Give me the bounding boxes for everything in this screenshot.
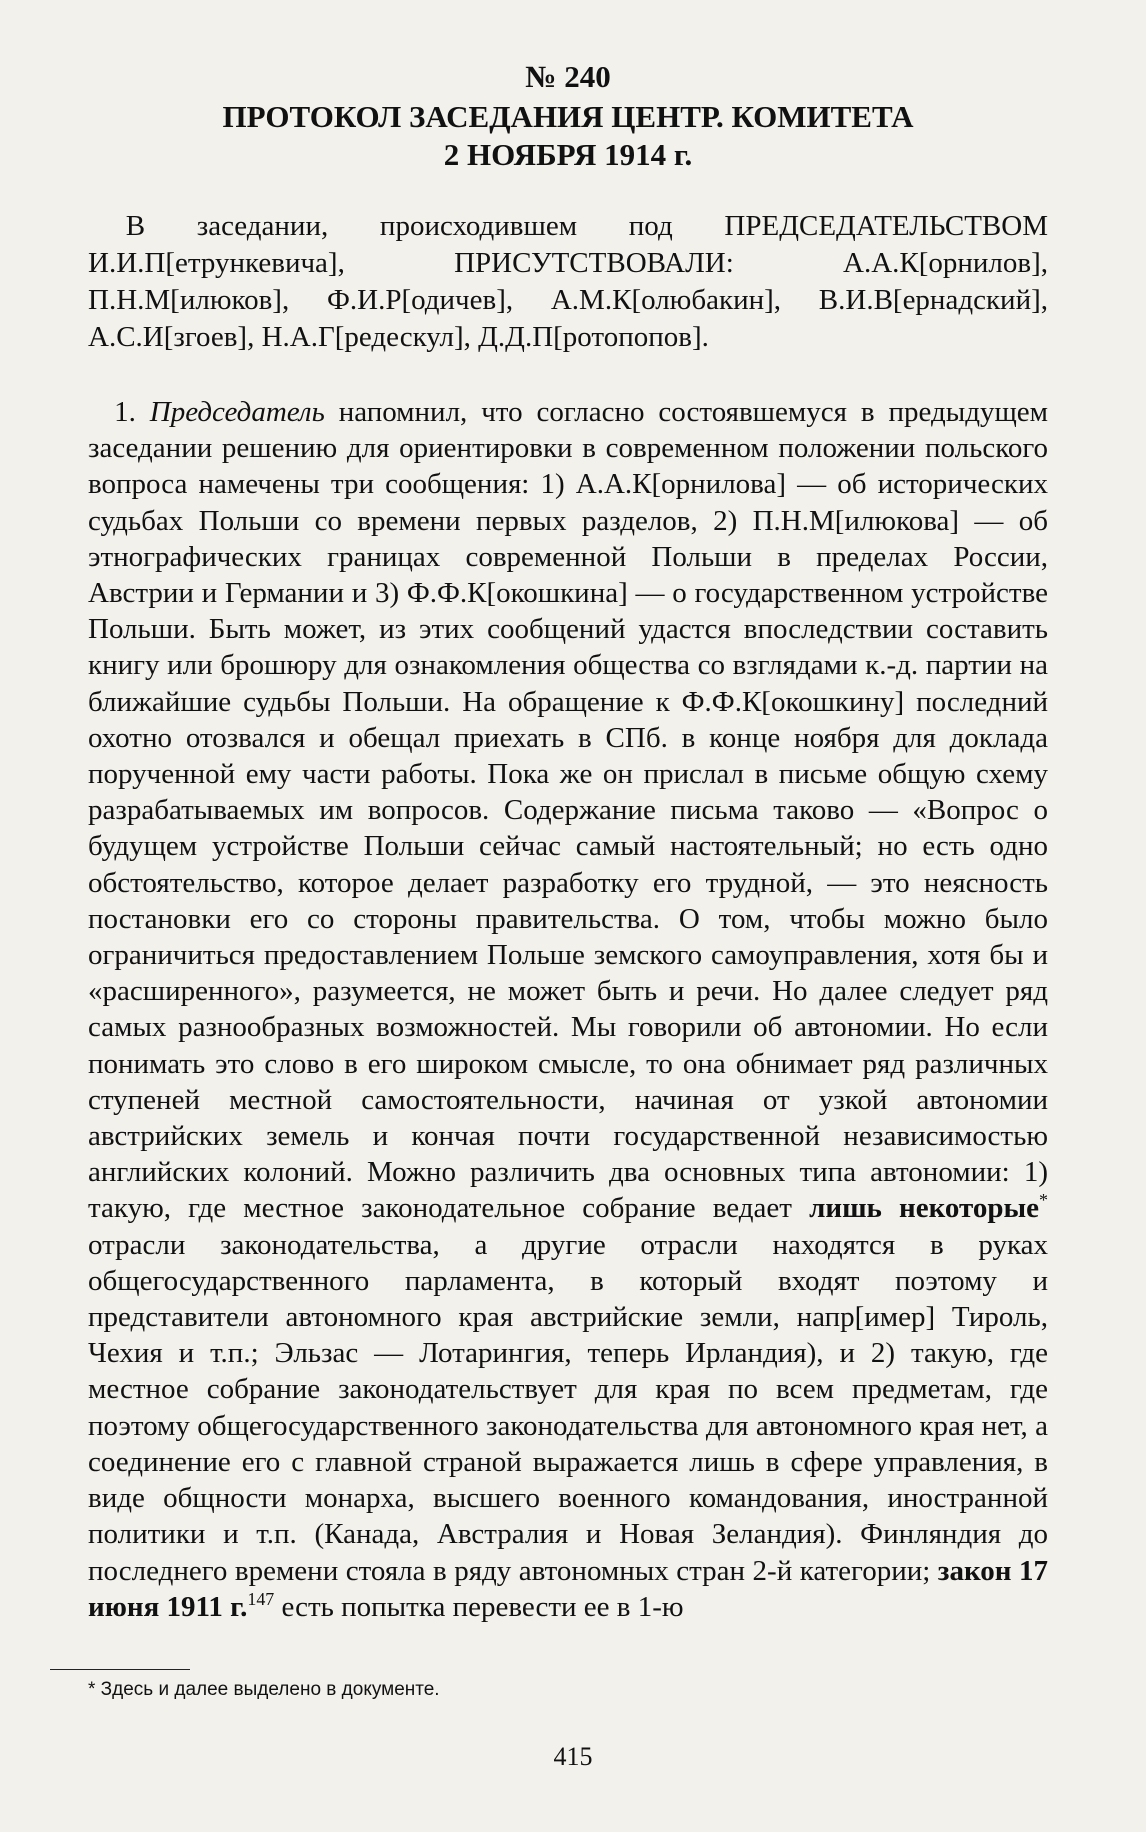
document-title: ПРОТОКОЛ ЗАСЕДАНИЯ ЦЕНТР. КОМИТЕТА [222,99,914,134]
endnote-reference: 147 [247,1588,275,1609]
footnote-divider [50,1669,190,1670]
paragraph-text-part-b: отрасли законодательства, а другие отрасли находятся в руках общегосударственного парламента, в который входят поэтому и представители автономного края австрийские земли, напр[имер] Тироль, Чехия и т.п.; Эльзас — Лотарингия, теперь Ирландия), и 2) такую, где местное собрание законодательствует для края по всем предметам, где поэтому общегосударственного законодательства для автономного края нет, а соединение его с главной страной выражается лишь в сфере управления, в виде общности монарха, высшего военного командования, иностранной политики и т.п. (Канада, Австралия и Новая Зеландия). Финляндия до последнего времени стояла в ряду автономных стран 2-й категории; [88,1228,1048,1587]
item-1-paragraph [88,394,1048,1625]
page-number: 415 [553,1742,593,1771]
paragraph-text-part-a: напомнил, что согласно состоявшемуся в предыдущем заседании решению для ориентировки в современном положении польского вопроса намечены три сообщения: 1) А.А.К[орнилова] — об исторических судьбах Польши со времени первых разделов, 2) П.Н.М[илюкова] — об этнографических границах современной Польши в пределах России, Австрии и Германии и 3) Ф.Ф.К[окошкина] — о государственном устройстве Польши. Быть может, из этих сообщений удастся впоследствии составить книгу или брошюру для ознакомления общества со взглядами к.-д. партии на ближайшие судьбы Польши. На обращение к Ф.Ф.К[окошкину] последний охотно отозвался и обещал приехать в СПб. в конце ноября для доклада порученной ему части работы. Пока же он прислал в письме общую схему разрабатываемых им вопросов. Содержание письма таково — «Вопрос о будущем устройстве Польши сейчас самый настоятельный; но есть одно обстоятельство, которое делает разработку его трудной, — это неясность постановки его со стороны правительства. О том, чтобы можно было ограничиться предоставлением Польше земского самоуправления, хотя бы и «расширенного», разумеется, не может быть и речи. Но далее следует ряд самых разнообразных возможностей. Мы говорили об автономии. Но если понимать это слово в его широком смысле, то она обнимает ряд различных ступеней местной самостоятельности, начиная от узкой автономии австрийских земель и кончая почти государственной независимостью английских колоний. Можно различить два основных типа автономии: 1) такую, где местное законодательное собрание ведает [88,396,1049,1225]
document-number: № 240 [525,59,611,94]
paragraph-text-part-c: есть попытка перевести ее в 1-ю [281,1590,684,1623]
document-heading [88,58,1048,174]
item-number: 1. [114,396,136,428]
attendance-paragraph: В заседании, происходившем под ПРЕДСЕДАТЕЛЬСТВОМ И.И.П[етрункевича], ПРИСУТСТВОВАЛИ: А.А.К[орнилов], П.Н.М[илюков], Ф.И.Р[одичев], А.М.К[олюбакин], В.И.В[ернадский], А.С.И[згоев], Н.А.Г[редескул], Д.Д.П[ротопопов]. [88,210,1048,353]
document-date: 2 НОЯБРЯ 1914 г. [443,137,693,172]
footnote: * Здесь и далее выделено в документе. [88,1679,440,1700]
speaker-name: Председатель [149,396,325,428]
emphasized-phrase: лишь некоторые [809,1192,1040,1225]
emphasized-law-reference: закон 17 июня 1911 г. [88,1554,1048,1623]
footnote-marker: * [1039,1190,1049,1211]
